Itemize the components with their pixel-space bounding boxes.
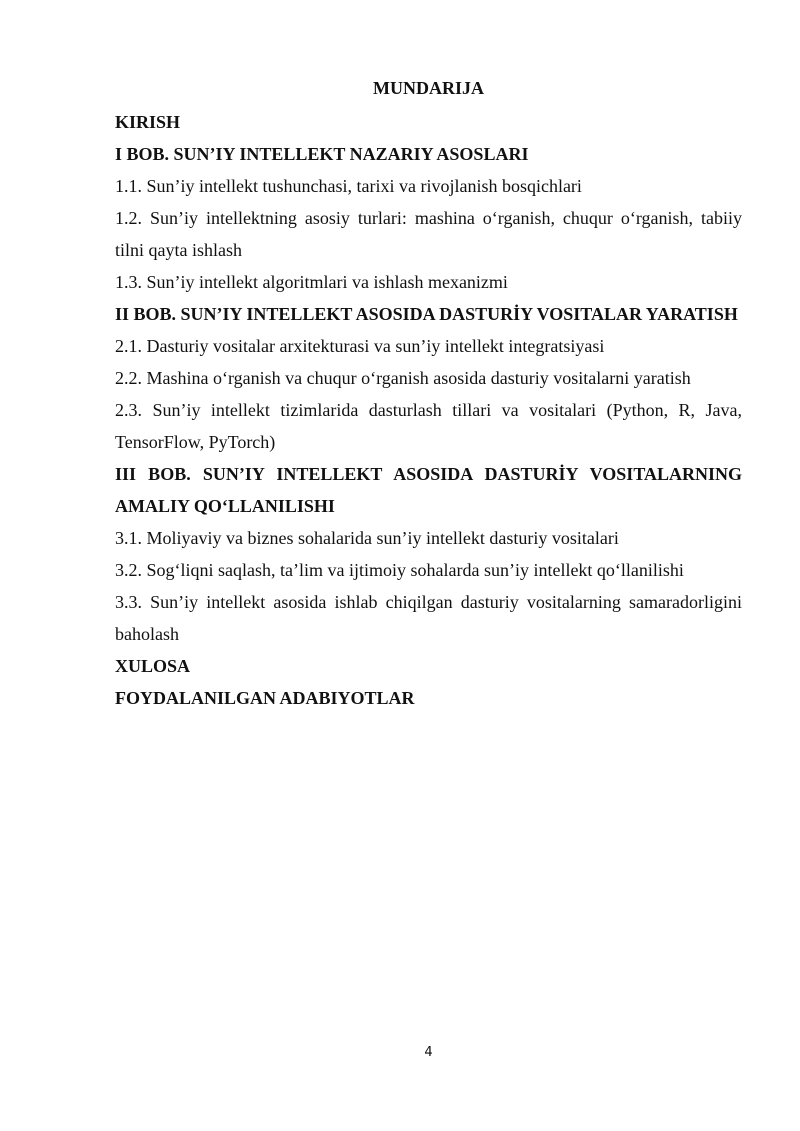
toc-entry-references: FOYDALANILGAN ADABIYOTLAR: [115, 688, 415, 708]
page-number: 4: [424, 1045, 433, 1060]
toc-entry-conclusion: XULOSA: [115, 656, 191, 676]
toc-entry-section-1-3: 1.3. Sun’iy intellekt algoritmlari va ishlash mexanizmi: [115, 272, 508, 292]
toc-entry-section-2-1: 2.1. Dasturiy vositalar arxitekturasi va sun’iy intellekt integratsiyasi: [115, 336, 605, 356]
toc-entry-section-3-2: 3.2. Sog‘liqni saqlash, ta’lim va ijtimoiy sohalarda sun’iy intellekt qo‘llanilishi: [115, 560, 684, 580]
toc-entry-chapter-2: II BOB. SUN’IY INTELLEKT ASOSIDA DASTURİY VOSITALAR YARATISH: [115, 304, 738, 324]
toc-entry-section-1-2: 1.2. Sun’iy intellektning asosiy turlari: mashina o‘rganish, chuqur o‘rganish, tabiiy tilni qayta ishlash: [115, 208, 742, 260]
toc-entry-section-1-1: 1.1. Sun’iy intellekt tushunchasi, tarixi va rivojlanish bosqichlari: [115, 176, 582, 196]
toc-entry-section-3-1: 3.1. Moliyaviy va biznes sohalarida sun’iy intellekt dasturiy vositalari: [115, 528, 619, 548]
toc-entry-section-2-3: 2.3. Sun’iy intellekt tizimlarida dasturlash tillari va vositalari (Python, R, Java, TensorFlow, PyTorch): [115, 400, 742, 452]
toc-entry-section-3-3: 3.3. Sun’iy intellekt asosida ishlab chiqilgan dasturiy vositalarning samaradorligini baholash: [115, 592, 742, 644]
table-of-contents: [115, 106, 742, 714]
toc-entry-introduction: KIRISH: [115, 112, 181, 132]
toc-entry-section-2-2: 2.2. Mashina o‘rganish va chuqur o‘rganish asosida dasturiy vositalarni yaratish: [115, 368, 691, 388]
toc-entry-chapter-1: I BOB. SUN’IY INTELLEKT NAZARIY ASOSLARI: [115, 144, 529, 164]
toc-entry-chapter-3: III BOB. SUN’IY INTELLEKT ASOSIDA DASTURİY VOSITALARNING AMALIY QO‘LLANILISHI: [115, 464, 742, 516]
page-title: MUNDARIJA: [373, 78, 484, 98]
